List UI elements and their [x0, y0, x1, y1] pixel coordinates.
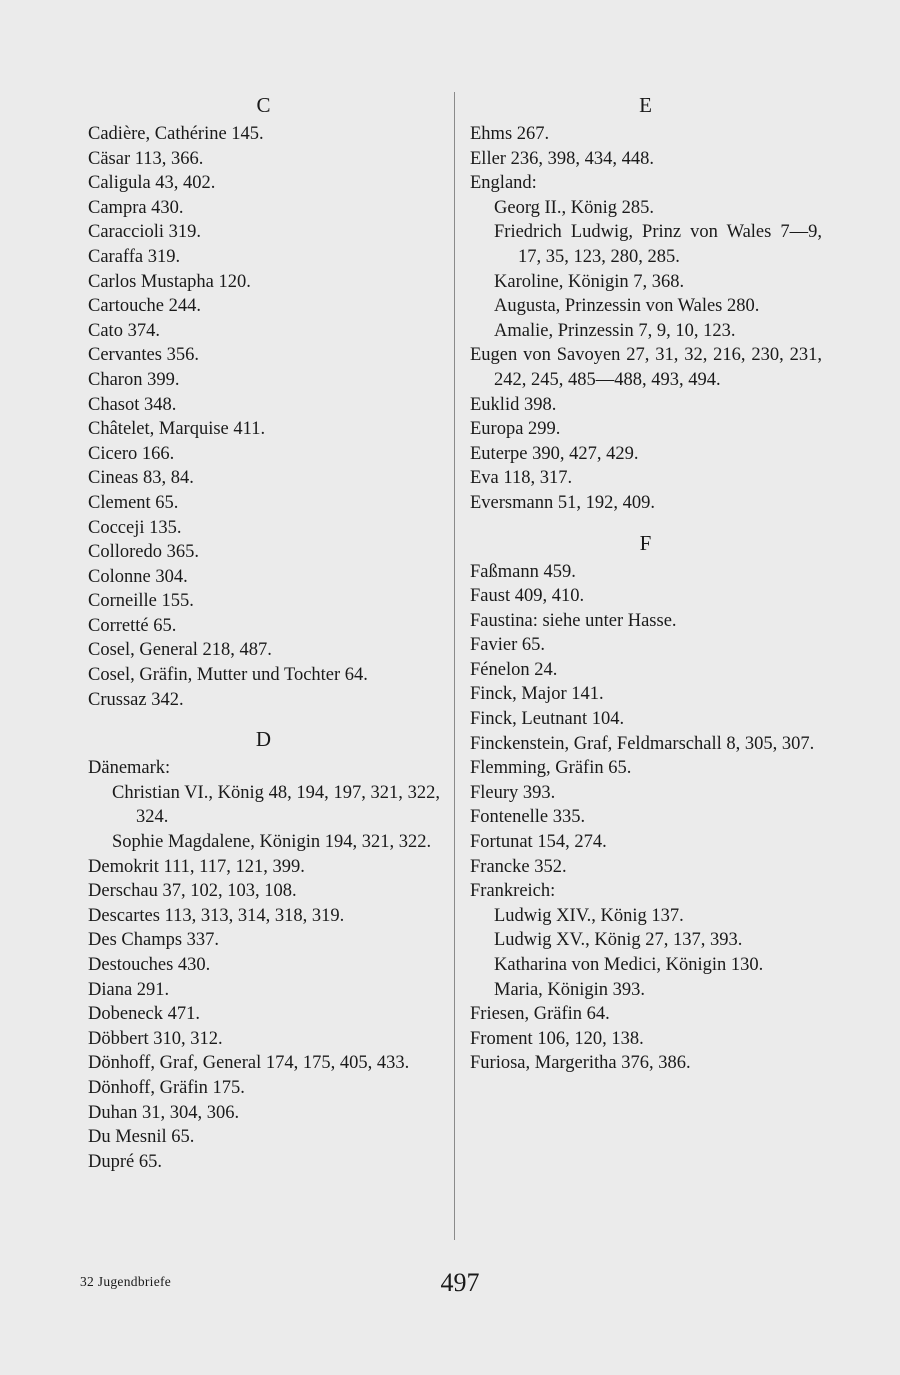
- index-entry: Cosel, General 218, 487.: [88, 640, 272, 661]
- index-entry: Demokrit 111, 117, 121, 399.: [88, 856, 305, 877]
- index-entry: Destouches 430.: [88, 955, 211, 975]
- index-entry: Euterpe 390, 427, 429.: [470, 443, 639, 464]
- index-entry: Francke 352.: [470, 856, 567, 877]
- index-entry: Froment 106, 120, 138.: [470, 1028, 644, 1049]
- index-column-right: [470, 88, 822, 1076]
- index-entry: Campra 430.: [88, 197, 184, 218]
- index-entry: Châtelet, Marquise 411.: [88, 419, 266, 440]
- index-entry: Colloredo 365.: [88, 542, 199, 563]
- index-entry: Flemming, Gräfin 65.: [470, 758, 632, 779]
- index-subentry: Friedrich Ludwig, Prinz von Wales 7—9, 17, 35, 123, 280, 285.: [494, 222, 822, 267]
- index-entry: Friesen, Gräfin 64.: [470, 1004, 610, 1025]
- index-entry: Corretté 65.: [88, 615, 177, 636]
- index-subentry: Maria, Königin 393.: [494, 979, 646, 1000]
- index-entry: Dönhoff, Gräfin 175.: [88, 1077, 245, 1098]
- index-entry: Chasot 348.: [88, 394, 177, 415]
- section-letter-e: E: [639, 93, 653, 117]
- index-entry: Frankreich:: [470, 881, 556, 902]
- index-subentry: Amalie, Prinzessin 7, 9, 10, 123.: [494, 320, 736, 341]
- index-entry: Colonne 304.: [88, 566, 188, 587]
- index-entry: Euklid 398.: [470, 394, 557, 415]
- index-entry: Corneille 155.: [88, 591, 194, 612]
- index-entry: Carlos Mustapha 120.: [88, 271, 251, 292]
- index-entry: Descartes 113, 313, 314, 318, 319.: [88, 905, 345, 926]
- page-number: 497: [440, 1268, 480, 1297]
- index-entry: Fontenelle 335.: [470, 807, 586, 828]
- index-entry: Fénelon 24.: [470, 659, 558, 680]
- index-column-left: [88, 88, 440, 1174]
- index-entry: Diana 291.: [88, 979, 170, 1000]
- index-entry: Cadière, Cathérine 145.: [88, 124, 264, 144]
- index-entry: Favier 65.: [470, 635, 546, 656]
- page-footer: [80, 1268, 840, 1308]
- index-entry: Europa 299.: [470, 419, 561, 440]
- index-entry: Eller 236, 398, 434, 448.: [470, 148, 654, 169]
- index-entry: Cato 374.: [88, 320, 160, 341]
- index-entry: Cicero 166.: [88, 443, 175, 464]
- index-entry: Dänemark:: [88, 758, 171, 779]
- index-entry: Eva 118, 317.: [470, 468, 573, 489]
- index-entry: Döbbert 310, 312.: [88, 1028, 223, 1049]
- index-entry: Cäsar 113, 366.: [88, 148, 204, 169]
- index-entry: Furiosa, Margeritha 376, 386.: [470, 1053, 691, 1074]
- index-subentry: Ludwig XIV., König 137.: [494, 905, 684, 926]
- index-entry: Ehms 267.: [470, 124, 550, 144]
- index-subentry: Georg II., König 285.: [494, 197, 654, 218]
- index-entry: Dupré 65.: [88, 1151, 162, 1172]
- printer-signature: 32 Jugendbriefe: [80, 1274, 172, 1289]
- index-entry: Cineas 83, 84.: [88, 468, 194, 489]
- section-letter-c: C: [256, 93, 272, 117]
- index-subentry: Ludwig XV., König 27, 137, 393.: [494, 930, 743, 951]
- index-entry: Du Mesnil 65.: [88, 1127, 195, 1148]
- index-entry: Eugen von Savoyen 27, 31, 32, 216, 230, 231, 242, 245, 485—488, 493, 494.: [470, 345, 822, 390]
- index-entry: Cervantes 356.: [88, 345, 199, 366]
- index-entry: Derschau 37, 102, 103, 108.: [88, 881, 297, 902]
- index-subentry: Christian VI., König 48, 194, 197, 321, 322, 324.: [112, 782, 440, 828]
- index-entry: Caligula 43, 402.: [88, 173, 216, 194]
- index-entry: Cartouche 244.: [88, 296, 202, 317]
- index-entry: Clement 65.: [88, 492, 179, 513]
- index-entry: Crussaz 342.: [88, 689, 184, 710]
- index-entry: England:: [470, 173, 537, 194]
- index-entry: Fortunat 154, 274.: [470, 832, 607, 853]
- index-subentry: Augusta, Prinzessin von Wales 280.: [494, 296, 760, 317]
- index-entry: Faustina: siehe unter Hasse.: [470, 610, 677, 631]
- section-letter-f: F: [639, 530, 653, 555]
- column-divider: [454, 92, 455, 1240]
- index-entry: Des Champs 337.: [88, 930, 220, 951]
- index-entry: Cocceji 135.: [88, 517, 182, 538]
- index-entry: Fleury 393.: [470, 782, 556, 803]
- index-entry: Cosel, Gräfin, Mutter und Tochter 64.: [88, 665, 368, 686]
- index-entry: Faust 409, 410.: [470, 586, 585, 607]
- index-entry: Finckenstein, Graf, Feldmarschall 8, 305, 307.: [470, 733, 815, 754]
- index-subentry: Karoline, Königin 7, 368.: [494, 271, 685, 292]
- index-entry: Faßmann 459.: [470, 561, 576, 582]
- index-entry: Finck, Major 141.: [470, 684, 604, 705]
- index-subentry: Katharina von Medici, Königin 130.: [494, 955, 764, 975]
- index-entry: Eversmann 51, 192, 409.: [470, 492, 655, 513]
- index-entry: Finck, Leutnant 104.: [470, 709, 625, 730]
- index-entry: Caraccioli 319.: [88, 222, 202, 243]
- index-entry: Duhan 31, 304, 306.: [88, 1102, 240, 1123]
- index-entry: Caraffa 319.: [88, 246, 181, 267]
- index-entry: Dönhoff, Graf, General 174, 175, 405, 433.: [88, 1053, 410, 1074]
- section-letter-d: D: [255, 727, 273, 752]
- index-entry: Charon 399.: [88, 369, 180, 390]
- index-entry: Dobeneck 471.: [88, 1004, 200, 1025]
- index-subentry: Sophie Magdalene, Königin 194, 321, 322.: [112, 832, 432, 853]
